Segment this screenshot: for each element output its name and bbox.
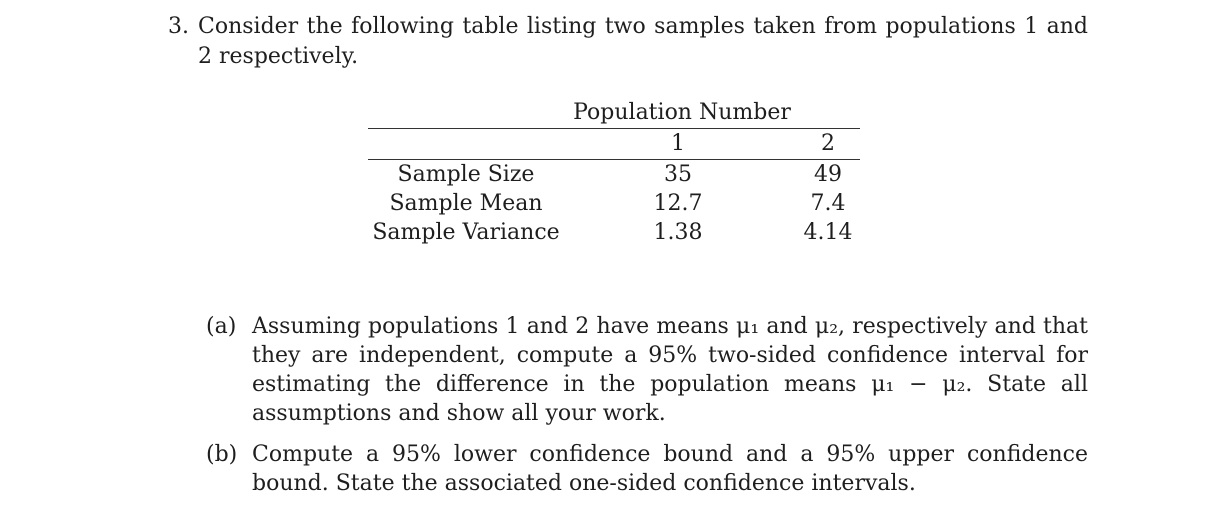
part-a-text: Assuming populations 1 and 2 have means μ₁ and μ₂, respectively and that they are independent, compute a 95% two-sided confidence interval for estimating the difference in the population means μ₁ − μ₂. State all assumptions and show all your work. <box>252 314 1088 426</box>
row-label-sample-size: Sample Size <box>397 162 535 187</box>
part-a <box>206 312 1088 428</box>
problem-number: 3. <box>168 14 189 39</box>
cell-sample-mean-1: 12.7 <box>653 191 703 216</box>
cell-sample-mean-2: 7.4 <box>810 191 846 216</box>
table-group-header: Population Number <box>573 100 791 125</box>
problem-intro-text: Consider the following table listing two samples taken from populations 1 and 2 respectively. <box>198 14 1088 69</box>
problem-parts <box>206 312 1088 510</box>
row-label-sample-mean: Sample Mean <box>389 191 543 216</box>
cell-sample-variance-1: 1.38 <box>653 220 703 245</box>
row-label-sample-variance: Sample Variance <box>372 220 560 245</box>
problem-statement <box>168 12 1088 72</box>
column-header-1: 1 <box>671 131 685 156</box>
problem-intro <box>168 12 1088 72</box>
cell-sample-variance-2: 4.14 <box>803 220 853 245</box>
part-b <box>206 440 1088 498</box>
part-b-text: Compute a 95% lower confidence bound and a 95% upper confidence bound. State the associated one-sided confidence intervals. <box>252 442 1088 496</box>
part-a-label: (a) <box>206 314 237 339</box>
cell-sample-size-2: 49 <box>814 162 842 187</box>
part-b-label: (b) <box>206 442 238 467</box>
cell-sample-size-1: 35 <box>664 162 692 187</box>
column-header-2: 2 <box>821 131 835 156</box>
